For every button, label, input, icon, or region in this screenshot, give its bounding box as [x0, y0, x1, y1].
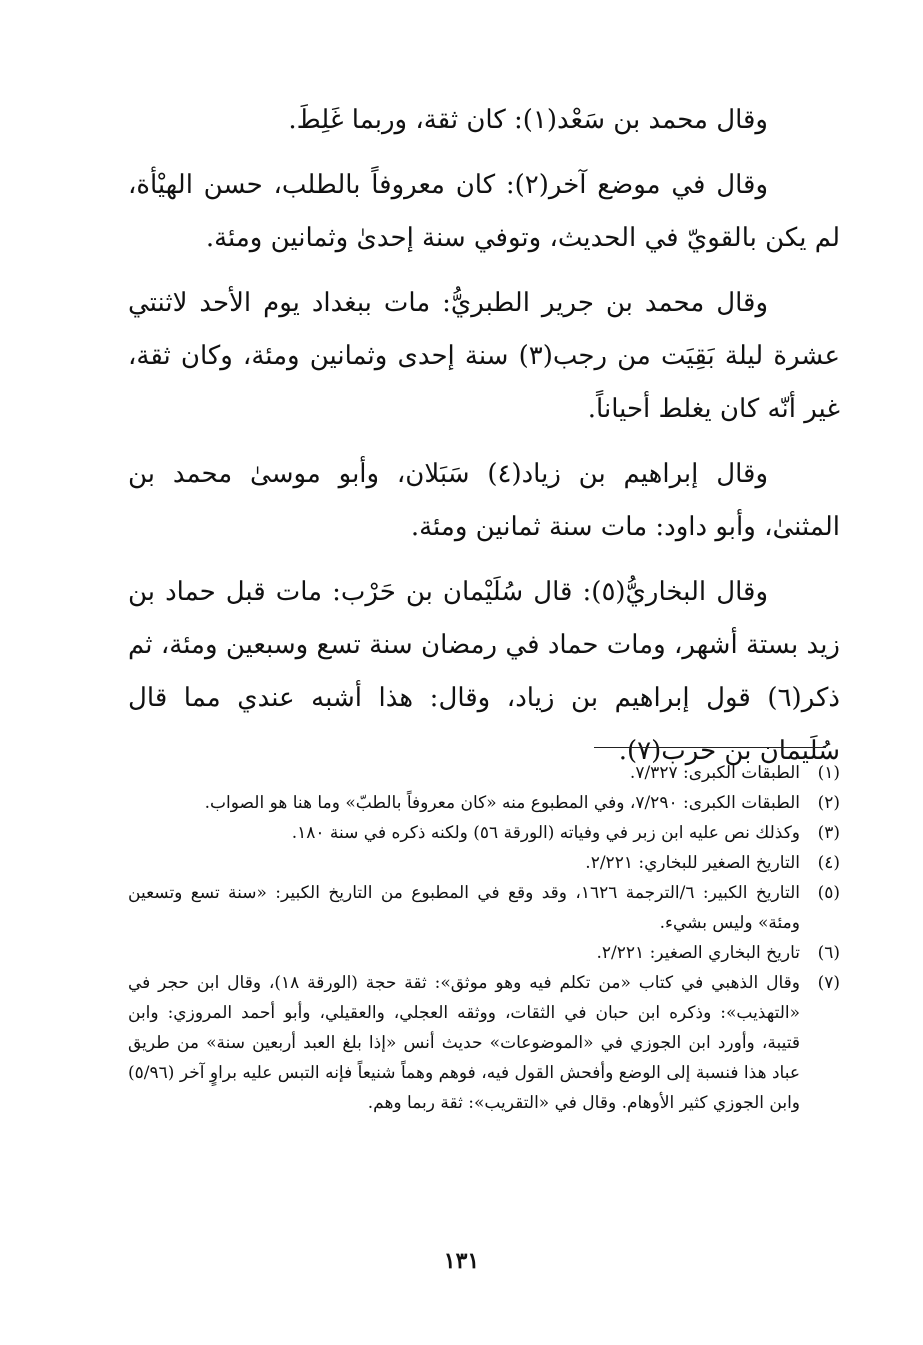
- footnotes: [128, 758, 840, 1118]
- main-text: [128, 94, 840, 790]
- footnote: [128, 758, 840, 788]
- footnote-separator: [594, 747, 826, 748]
- footnote-number: (٤): [817, 853, 840, 873]
- paragraph: وقال محمد بن سَعْد(١): كان ثقة، وربما غَلِطَ.: [288, 105, 768, 135]
- footnote-text: الطبقات الكبرى: ٧/٢٩٠، وفي المطبوع منه «كان معروفاً بالطبّ» وما هنا هو الصواب.: [204, 793, 800, 813]
- paragraph: وقال إبراهيم بن زياد(٤) سَبَلان، وأبو موسىٰ محمد بن المثنىٰ، وأبو داود: مات سنة ثمانين ومئة.: [128, 459, 840, 542]
- footnote-text: الطبقات الكبرى: ٧/٣٢٧.: [629, 763, 800, 783]
- footnote-number: (٥): [817, 883, 840, 903]
- footnote-text: وكذلك نص عليه ابن زبر في وفياته (الورقة ٥٦) ولكنه ذكره في سنة ١٨٠.: [291, 823, 800, 843]
- footnote-number: (٣): [817, 823, 840, 843]
- footnote: [128, 818, 840, 848]
- footnote-number: (١): [817, 763, 840, 783]
- footnote-number: (٧): [817, 973, 840, 993]
- footnote: [128, 938, 840, 968]
- page-number: ١٣١: [443, 1248, 480, 1274]
- footnote: [128, 788, 840, 818]
- footnote-text: التاريخ الكبير: ٦/الترجمة ١٦٢٦، وقد وقع في المطبوع من التاريخ الكبير: «سنة تسع وتسعين ومئة» وليس بشيء.: [128, 883, 800, 933]
- footnote-number: (٦): [817, 943, 840, 963]
- paragraph: وقال محمد بن جرير الطبريُّ: مات ببغداد يوم الأحد لاثنتي عشرة ليلة بَقِيَت من رجب(٣) سنة إحدى وثمانين ومئة، وكان ثقة، غير أنّه كان يغلط أحياناً.: [128, 288, 840, 424]
- footnote: [128, 878, 840, 938]
- footnote-text: تاريخ البخاري الصغير: ٢/٢٢١.: [596, 943, 800, 963]
- paragraph: وقال البخاريُّ(٥): قال سُلَيْمان بن حَرْب: مات قبل حماد بن زيد بستة أشهر، ومات حماد في رمضان سنة تسع وسبعين ومئة، ثم ذكر(٦) قول إبراهيم بن زياد، وقال: هذا أشبه عندي مما قال سُلَيمان بن حرب(٧).: [128, 577, 840, 766]
- footnote-text: التاريخ الصغير للبخاري: ٢/٢٢١.: [585, 853, 800, 873]
- paragraph: وقال في موضع آخر(٢): كان معروفاً بالطلب، حسن الهيْأة، لم يكن بالقويّ في الحديث، وتوفي سنة إحدىٰ وثمانين ومئة.: [128, 170, 840, 253]
- footnote-number: (٢): [817, 793, 840, 813]
- footnote: [128, 848, 840, 878]
- footnote-text: وقال الذهبي في كتاب «من تكلم فيه وهو موثق»: ثقة حجة (الورقة ١٨)، وقال ابن حجر في «التهذيب»: وذكره ابن حبان في الثقات، ووثقه العجلي، والعقيلي، وأبو أحمد المروزي: وابن قتيبة، وأورد ابن الجوزي في «الموضوعات» حديث أنس «إذا بلغ العبد أربعين سنة» من طريق عباد هذا فنسبة إلى الوضع وأفحش القول فيه، فوهم وهماً شنيعاً فإنه التبس عليه براوٍ آخر (٥/٩٦) وابن الجوزي كثير الأوهام. وقال في «التقريب»: ثقة ربما وهم.: [128, 973, 800, 1113]
- footnote: [128, 968, 840, 1118]
